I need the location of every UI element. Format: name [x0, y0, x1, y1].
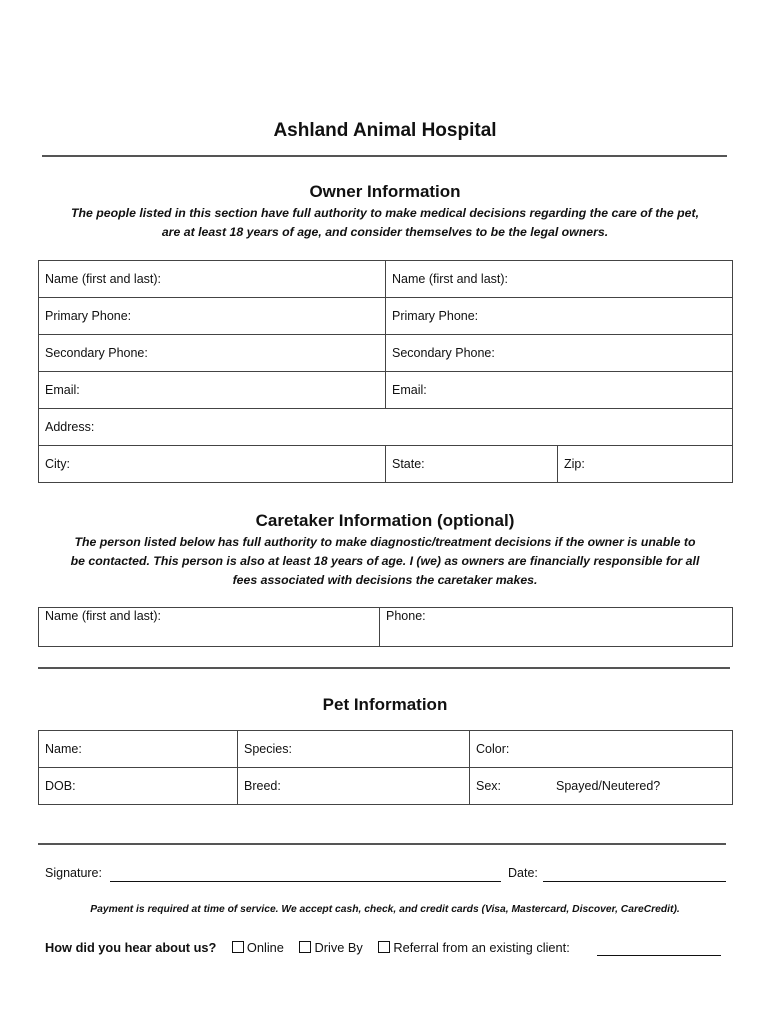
caretaker-table — [38, 607, 733, 647]
signature-label: Signature: — [45, 866, 102, 880]
online-label: Online — [246, 940, 284, 955]
owner2-primary-phone-field[interactable]: Primary Phone: — [386, 298, 733, 335]
pet-divider — [38, 843, 726, 845]
address-field[interactable]: Address: — [39, 409, 733, 446]
owner1-email-field[interactable]: Email: — [39, 372, 386, 409]
caretaker-name-field[interactable]: Name (first and last): — [39, 608, 380, 647]
signature-line[interactable] — [110, 881, 501, 882]
owner1-secondary-phone-field[interactable]: Secondary Phone: — [39, 335, 386, 372]
pet-sex-label: Sex: — [476, 779, 502, 793]
date-label: Date: — [508, 866, 538, 880]
referral-label: Referral from an existing client: — [393, 940, 570, 955]
caretaker-note-line-3: fees associated with decisions the caretaker makes. — [232, 573, 538, 587]
owner-note-line-1: The people listed in this section have full authority to make medical decisions regarding the care of the pet, — [71, 206, 699, 220]
pet-section-heading: Pet Information — [322, 695, 448, 714]
owner-note — [30, 204, 740, 242]
referral-source-row — [45, 940, 570, 955]
caretaker-note — [30, 533, 740, 590]
date-line[interactable] — [543, 881, 726, 882]
referral-checkbox[interactable] — [378, 941, 390, 953]
drive-by-checkbox[interactable] — [299, 941, 311, 953]
pet-species-field[interactable]: Species: — [238, 731, 470, 768]
pet-dob-field[interactable]: DOB: — [39, 768, 238, 805]
online-checkbox[interactable] — [232, 941, 244, 953]
owner-note-line-2: are at least 18 years of age, and consider themselves to be the legal owners. — [161, 225, 609, 239]
caretaker-note-line-2: be contacted. This person is also at least 18 years of age. I (we) as owners are financially responsible for all — [70, 554, 700, 568]
owner-section-heading: Owner Information — [309, 182, 461, 201]
title-divider — [42, 155, 727, 157]
caretaker-phone-field[interactable]: Phone: — [380, 608, 733, 647]
owner2-secondary-phone-field[interactable]: Secondary Phone: — [386, 335, 733, 372]
state-field[interactable]: State: — [386, 446, 558, 483]
owner-table — [38, 260, 733, 483]
caretaker-divider — [38, 667, 730, 669]
caretaker-note-line-1: The person listed below has full authority to make diagnostic/treatment decisions if the owner is unable to — [74, 535, 696, 549]
pet-sex-cell[interactable] — [470, 768, 733, 805]
pet-breed-field[interactable]: Breed: — [238, 768, 470, 805]
page-title: Ashland Animal Hospital — [273, 120, 497, 141]
owner2-name-field[interactable]: Name (first and last): — [386, 261, 733, 298]
zip-field[interactable]: Zip: — [558, 446, 733, 483]
owner2-email-field[interactable]: Email: — [386, 372, 733, 409]
city-field[interactable]: City: — [39, 446, 386, 483]
pet-color-field[interactable]: Color: — [470, 731, 733, 768]
caretaker-section-heading: Caretaker Information (optional) — [255, 511, 515, 530]
owner1-name-field[interactable]: Name (first and last): — [39, 261, 386, 298]
pet-spayed-label: Spayed/Neutered? — [556, 779, 661, 793]
pet-table — [38, 730, 733, 805]
drive-by-label: Drive By — [314, 940, 363, 955]
owner1-primary-phone-field[interactable]: Primary Phone: — [39, 298, 386, 335]
referral-question: How did you hear about us? — [45, 940, 217, 955]
payment-notice: Payment is required at time of service. We accept cash, check, and credit cards (Visa, Mastercard, Discover, CareCredit). — [90, 904, 680, 915]
pet-name-field[interactable]: Name: — [39, 731, 238, 768]
referral-line[interactable] — [597, 955, 721, 956]
